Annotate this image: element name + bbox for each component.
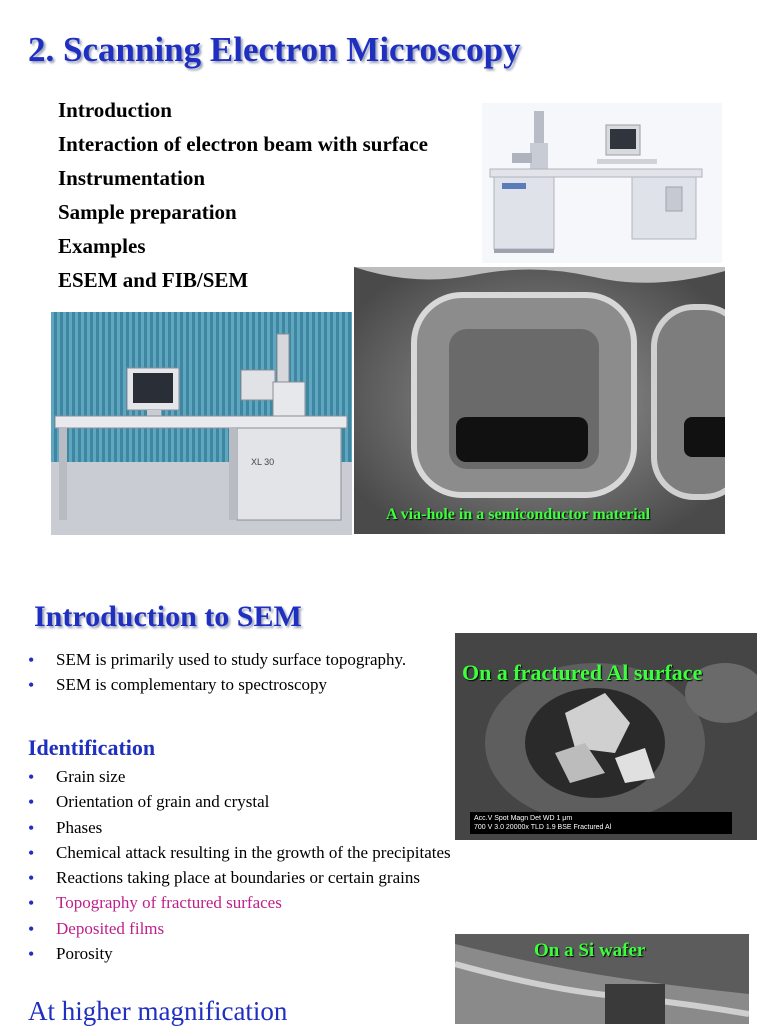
list-item-text: Phases bbox=[56, 817, 103, 837]
sem-uses-list bbox=[28, 649, 406, 700]
list-item-text: SEM is primarily used to study surface topography. bbox=[56, 650, 407, 669]
slide-title: 2. Scanning Electron Microscopy bbox=[28, 30, 521, 69]
list-item bbox=[28, 649, 406, 674]
sem-xl30-photo bbox=[51, 312, 352, 535]
via-hole-micrograph bbox=[354, 267, 725, 534]
list-item bbox=[28, 867, 451, 892]
list-item-text: Chemical attack resulting in the growth of the precipitates bbox=[56, 842, 451, 862]
microscope-model-label: XL 30 bbox=[251, 457, 275, 467]
bullet-icon: • bbox=[28, 817, 35, 838]
list-item-text: Reactions taking place at boundaries or certain grains bbox=[56, 868, 420, 888]
scalebar-line: 700 V 3.0 20000x TLD 1.9 BSE Fractured Al bbox=[474, 824, 612, 831]
section-title: Introduction to SEM bbox=[34, 600, 302, 633]
topic-item: Examples bbox=[58, 234, 146, 258]
topic-item: Introduction bbox=[58, 98, 172, 122]
list-item-text: Topography of fractured surfaces bbox=[56, 893, 282, 913]
bullet-icon: • bbox=[28, 944, 35, 965]
list-item-text: Porosity bbox=[56, 944, 113, 964]
list-item bbox=[28, 766, 451, 791]
bullet-icon: • bbox=[28, 868, 35, 889]
identification-list bbox=[28, 766, 451, 968]
identification-heading: Identification bbox=[28, 735, 156, 760]
bullet-icon: • bbox=[28, 918, 35, 939]
next-section-heading: At higher magnification bbox=[28, 996, 288, 1026]
via-hole-caption: A via-hole in a semiconductor material bbox=[386, 506, 651, 523]
topic-item: Instrumentation bbox=[58, 166, 206, 190]
list-item bbox=[28, 817, 451, 842]
scalebar-line: Acc.V Spot Magn Det WD 1 μm bbox=[474, 815, 573, 822]
micrograph-scalebar bbox=[470, 812, 732, 834]
list-item-text: SEM is complementary to spectroscopy bbox=[56, 675, 328, 695]
bullet-icon: • bbox=[28, 792, 35, 813]
sem-instrument-photo bbox=[482, 103, 722, 263]
list-item-text: Orientation of grain and crystal bbox=[56, 792, 270, 812]
list-item bbox=[28, 892, 451, 917]
topic-item: Interaction of electron beam with surface bbox=[58, 132, 428, 156]
list-item bbox=[28, 791, 451, 816]
topic-item: Sample preparation bbox=[58, 200, 237, 224]
bullet-icon: • bbox=[28, 893, 35, 914]
bullet-icon: • bbox=[28, 842, 35, 863]
topic-item: ESEM and FIB/SEM bbox=[58, 268, 249, 292]
fractured-al-caption: On a fractured Al surface bbox=[462, 660, 703, 685]
list-item bbox=[28, 674, 406, 699]
bullet-icon: • bbox=[28, 650, 35, 670]
list-item-text: Grain size bbox=[56, 767, 126, 786]
bullet-icon: • bbox=[28, 767, 35, 787]
list-item bbox=[28, 842, 451, 867]
si-wafer-caption: On a Si wafer bbox=[534, 940, 646, 961]
list-item bbox=[28, 918, 451, 943]
list-item-text: Deposited films bbox=[56, 918, 165, 938]
bullet-icon: • bbox=[28, 675, 35, 696]
list-item bbox=[28, 943, 451, 968]
